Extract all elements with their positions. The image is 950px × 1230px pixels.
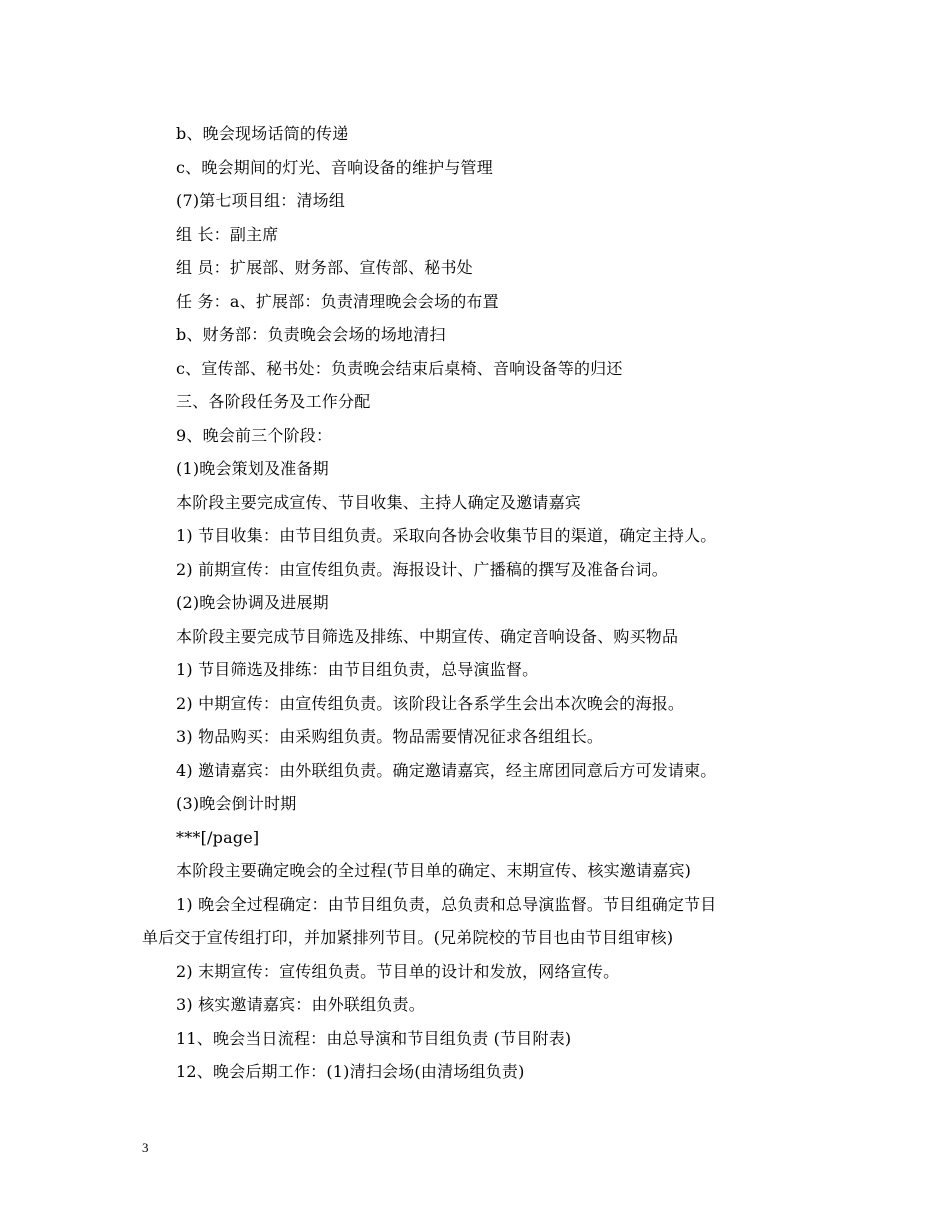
text-line: 9、晚会前三个阶段： (176, 425, 333, 445)
text-line: 1) 晚会全过程确定：由节目组负责，总负责和总导演监督。节目组确定节目 (176, 894, 717, 914)
text-line: 本阶段主要确定晚会的全过程(节目单的确定、末期宣传、核实邀请嘉宾) (176, 861, 692, 880)
text-line: 12、晚会后期工作：(1)清扫会场(由清场组负责) (176, 1062, 525, 1081)
document-body (142, 117, 822, 1089)
text-line: 组 长：副主席 (176, 224, 279, 244)
text-line: (1)晚会策划及准备期 (176, 459, 329, 478)
text-line: 4) 邀请嘉宾：由外联组负责。确定邀请嘉宾，经主席团同意后方可发请柬。 (176, 760, 717, 780)
text-line: 3) 核实邀请嘉宾：由外联组负责。 (176, 995, 425, 1014)
text-line: b、晚会现场话筒的传递 (176, 124, 349, 143)
text-line: (2)晚会协调及进展期 (176, 593, 329, 612)
text-line: c、晚会期间的灯光、音响设备的维护与管理 (176, 157, 493, 177)
text-line: 本阶段主要完成节目筛选及排练、中期宣传、确定音响设备、购买物品 (176, 626, 679, 646)
text-line: (7)第七项目组：清场组 (176, 191, 346, 210)
text-line-continuation: 单后交于宣传组打印，并加紧排列节目。(兄弟院校的节目也由节目组审核) (142, 928, 674, 947)
text-line: 11、晚会当日流程：由总导演和节目组负责 (节目附表) (176, 1028, 572, 1048)
text-line: 本阶段主要完成宣传、节目收集、主持人确定及邀请嘉宾 (176, 492, 582, 512)
page-number: 3 (142, 1140, 149, 1155)
text-line: 3) 物品购买：由采购组负责。物品需要情况征求各组组长。 (176, 727, 604, 746)
text-line: b、财务部：负责晚会会场的场地清扫 (176, 325, 446, 344)
text-line: 2) 前期宣传：由宣传组负责。海报设计、广播稿的撰写及准备台词。 (176, 559, 668, 579)
section-heading: 三、各阶段任务及工作分配 (176, 392, 371, 411)
text-line: 2) 末期宣传：宣传组负责。节目单的设计和发放，网络宣传。 (176, 961, 620, 981)
text-line: 任 务：a、扩展部：负责清理晚会会场的布置 (176, 291, 499, 311)
text-line: (3)晚会倒计时期 (176, 794, 297, 813)
text-line: 2) 中期宣传：由宣传组负责。该阶段让各系学生会出本次晚会的海报。 (176, 693, 685, 713)
text-line: 组 员：扩展部、财务部、宣传部、秘书处 (176, 258, 473, 277)
text-line: c、宣传部、秘书处：负责晚会结束后桌椅、音响设备等的归还 (176, 358, 623, 378)
text-line: 1) 节目收集：由节目组负责。采取向各协会收集节目的渠道，确定主持人。 (176, 526, 717, 545)
text-line: 1) 节目筛选及排练：由节目组负责，总导演监督。 (176, 660, 539, 679)
page-break-marker: ***[/page] (176, 827, 260, 847)
